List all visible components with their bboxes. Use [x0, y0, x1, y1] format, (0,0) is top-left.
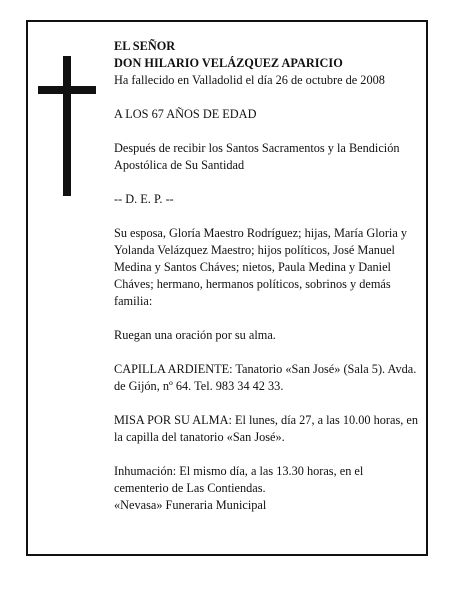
- mass-details: MISA POR SU ALMA: El lunes, día 27, a las 10.00 horas, en la capilla del tanatorio «San José».: [114, 413, 418, 444]
- death-statement: Ha fallecido en Valladolid el día 26 de octubre de 2008: [114, 73, 385, 87]
- cross-icon: [38, 56, 96, 196]
- rip-line: -- D. E. P. --: [114, 192, 174, 206]
- chapel-details: CAPILLA ARDIENTE: Tanatorio «San José» (Sala 5). Avda. de Gijón, nº 64. Tel. 983 34 42 33.: [114, 362, 417, 393]
- funeral-home: «Nevasa» Funeraria Municipal: [114, 498, 267, 512]
- cross-vertical-bar: [63, 56, 71, 196]
- header-title: EL SEÑOR: [114, 39, 176, 53]
- family-statement: Su esposa, Gloría Maestro Rodríguez; hijas, María Gloria y Yolanda Velázquez Maestro; hijos políticos, José Manuel Medina y Santos Cháves; nietos, Paula Medina y Daniel Cháves; hermano, hermanos políticos, sobrinos y demás familia:: [114, 226, 408, 308]
- deceased-name: DON HILARIO VELÁZQUEZ APARICIO: [114, 56, 343, 70]
- burial-details: Inhumación: El mismo día, a las 13.30 horas, en el cementerio de Las Contiendas.: [114, 464, 364, 495]
- prayer-request: Ruegan una oración por su alma.: [114, 328, 276, 342]
- cross-horizontal-bar: [38, 86, 96, 94]
- obituary-text: [114, 38, 420, 514]
- age-statement: A LOS 67 AÑOS DE EDAD: [114, 107, 257, 121]
- sacraments-statement: Después de recibir los Santos Sacramentos y la Bendición Apostólica de Su Santidad: [114, 141, 400, 172]
